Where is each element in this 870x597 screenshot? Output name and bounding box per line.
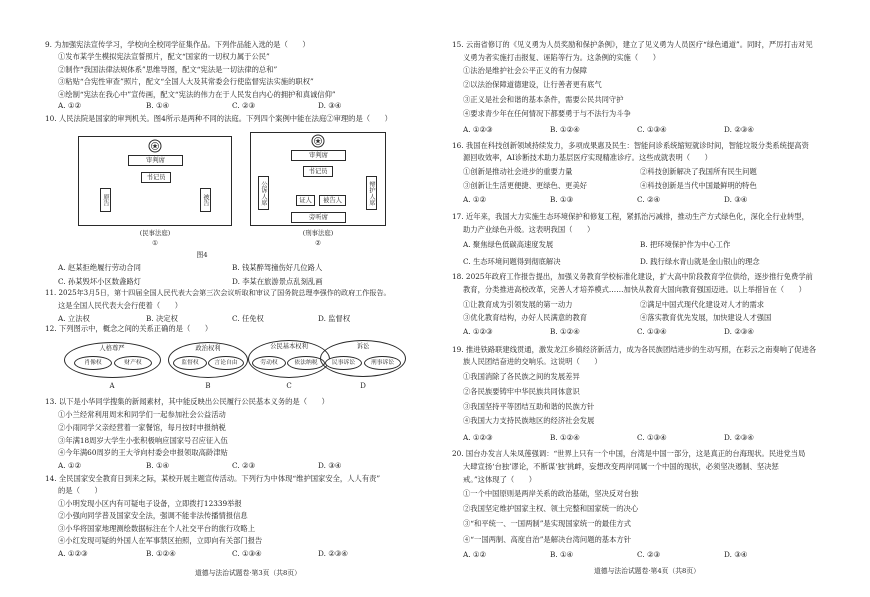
question-17-option-b: B. 把环境保护作为中心工作 [640, 240, 731, 249]
question-16-option-c: C. ②④ [637, 195, 661, 204]
question-15-item: ④要求青少年在任何情况下都要勇于与不法行为斗争 [463, 109, 631, 118]
question-15-stem-continued: 义勇为者实施打击报复、诬陷等行为。这条例的实施（ ） [463, 53, 661, 62]
question-15-option-d: D. ②③④ [724, 125, 754, 134]
concept-diagram-a-label: A [109, 382, 115, 390]
question-18-option-b: B. ①②④ [550, 327, 580, 336]
question-14-item: ③小华将国家地理测绘数据标注在个人社交平台的旅行攻略上 [58, 524, 256, 533]
question-13-stem: 13. 以下是小华同学搜集的新闻素材，其中能反映出公民履行公民基本义务的是（ ） [45, 397, 329, 406]
concept-diagram-b-inner: 监督权 [173, 356, 207, 370]
question-11-option-d: D. 监督权 [318, 314, 351, 323]
national-emblem-icon [311, 134, 325, 148]
question-9-option-a: A. ①② [58, 101, 81, 110]
question-16-option-b: B. ①③ [550, 195, 574, 204]
criminal-court-number: ② [315, 239, 321, 247]
question-16-stem-continued: 源回收效率，AI诊断技术助力基层医疗实现精准诊疗。这些成就表明（ ） [463, 153, 712, 162]
civil-plaintiff-label: 原告 [100, 188, 111, 212]
question-18-item: ①让教育成为引领发展的第一动力 [463, 300, 573, 309]
question-16-item: ②科技创新解决了我国所有民生问题 [640, 167, 757, 176]
question-15-option-a: A. ①②③ [463, 125, 493, 134]
question-19-item: ②各民族要铸牢中华民族共同体意识 [463, 387, 580, 396]
question-9-option-c: C. ②③ [232, 101, 256, 110]
question-9-option-d: D. ③④ [318, 101, 342, 110]
question-15-option-c: C. ①③④ [637, 125, 667, 134]
question-19-item: ③我国坚持平等团结互助和谐的民族方针 [463, 402, 595, 411]
concept-diagram-b-inner: 言论自由 [208, 356, 244, 370]
question-14-stem-continued: 的是（ ） [58, 486, 102, 495]
question-13-option-a: A. ①② [58, 461, 81, 470]
question-20-stem-continued: 戒。”这体现了（ ） [463, 475, 537, 484]
question-19-stem: 19. 推进铁路联建线贯通，激发龙江乡镇经济新活力，成为各民族团结进步的生动写照，在彩云之南奏响了促进各 [452, 345, 817, 354]
question-9-item: ②制作“我国法律法规体系”思维导图，配文“宪法是一切法律的总和” [58, 65, 278, 74]
question-14-item: ④小红发现可疑的外国人在军事禁区拍照，立即向有关部门报告 [58, 536, 263, 545]
question-20-stem: 20. 国台办发言人朱凤莲强调：“世界上只有一个中国，台湾是中国一部分，这是真正的台海现状。民进党当局 [452, 449, 806, 458]
question-18-item: ③优化教育结构，办好人民满意的教育 [463, 313, 588, 322]
concept-diagram-b-outer: 政治权利 [195, 345, 221, 352]
question-16-option-a: A. ①② [463, 195, 486, 204]
criminal-bench-label: 审判席 [291, 150, 346, 161]
criminal-clerk-label: 书记员 [303, 166, 333, 177]
question-14-option-b: B. ①②④ [146, 549, 176, 558]
concept-diagram-a-outer: 人格尊严 [99, 345, 125, 352]
question-15-item: ①法治是维护社会公平正义的有力保障 [463, 66, 588, 75]
question-17-stem-continued: 助力产业绿色升级。这表明我国（ ） [463, 225, 595, 234]
question-15-stem: 15. 云南省修订的《见义勇为人员奖励和保护条例》，建立了见义勇为人员医疗“绿色通道”。同时，严厉打击对见 [452, 40, 813, 49]
question-9-option-b: B. ①④ [146, 101, 170, 110]
question-20-item: ①一个中国原则是两岸关系的政治基础，坚决反对台独 [463, 489, 639, 498]
question-12-stem: 12. 下列图示中，概念之间的关系正确的是（ ） [45, 324, 213, 333]
criminal-defendant-label: 被告人 [319, 195, 346, 206]
question-18-option-c: C. ①③④ [637, 327, 667, 336]
question-19-stem-continued: 族人民团结奋进的交响乐。这说明（ ） [463, 357, 602, 366]
concept-diagram-d-inner: 民事诉讼 [325, 356, 362, 370]
concept-diagram-d-label: D [360, 382, 366, 390]
question-9-item: ①发布某学生模拟宪法宣誓照片，配文“国家的一切权力属于公民” [58, 52, 270, 61]
question-20-option-c: C. ②③ [637, 550, 661, 559]
question-13-item: ③年满18周岁大学生小张积极响应国家号召应征入伍 [58, 436, 228, 445]
question-20-option-b: B. ①④ [550, 550, 574, 559]
question-15-item: ③正义是社会和谐的基本条件，需要公民共同守护 [463, 95, 624, 104]
concept-diagram-c-label: C [286, 382, 292, 390]
question-13-option-c: C. ②③ [232, 461, 256, 470]
criminal-court-caption: (刑事法庭) [302, 229, 334, 237]
question-14-option-c: C. ①③④ [232, 549, 262, 558]
question-13-item: ②小雨同学父亲经营着一家餐馆，每月按时申报纳税 [58, 423, 226, 432]
prosecutor-seat-label: 公诉人席 [258, 176, 269, 210]
question-14-stem: 14. 全民国家安全教育日到来之际，某校开展主题宣传活动。下列行为中体现“维护国家安全，人人有责” [45, 474, 381, 483]
question-17-stem: 17. 近年来，我国大力实施生态环境保护和修复工程，紧抓治污减排，推动生产方式绿色化，深化全行业转型， [452, 212, 809, 221]
concept-diagram-a-inner: 财产权 [114, 356, 152, 370]
question-9-item: ③粘贴“合宪性审查”照片，配文“全国人大及其常委会行使监督宪法实施的职权” [58, 77, 314, 86]
question-20-item: ②我国坚定维护国家主权、领土完整和国家统一的决心 [463, 504, 639, 513]
question-20-item: ③“和平统一、一国两制”是实现国家统一的最佳方式 [463, 519, 631, 528]
question-14-item: ②小强向同学普及国家安全法，强调不能非法传播情报信息 [58, 511, 248, 520]
question-16-item: ①创新是推动社会进步的重要力量 [463, 167, 573, 176]
question-15-option-b: B. ①②④ [550, 125, 580, 134]
civil-court-caption: (民事法庭) [139, 229, 171, 237]
question-19-option-b: B. ①②④ [550, 433, 580, 442]
question-17-option-c: C. 生态环境问题得到彻底解决 [463, 257, 561, 266]
question-20-stem-continued: 大肆宣扬‘台独’谬论，不断谋‘独’挑衅，妄想改变两岸同属一个中国的现状，必须坚决遏制、坚决惩 [463, 462, 779, 471]
national-emblem-icon [148, 139, 162, 153]
question-16-option-d: D. ③④ [724, 195, 748, 204]
question-14-item: ①小明发现小区内有可疑电子设备，立即拨打12339举报 [58, 499, 242, 508]
question-19-option-c: C. ①③④ [637, 433, 667, 442]
question-13-item: ④今年满60周岁的王大爷向村委会申报领取高龄津贴 [58, 448, 228, 457]
question-11-stem: 11. 2025年3月5日，第十四届全国人民代表大会第三次会议听取和审议了国务院总理李强作的政府工作报告。 [45, 288, 391, 297]
question-19-option-d: D. ②③④ [724, 433, 754, 442]
defense-seat-label: 辩护人席 [366, 176, 377, 210]
civil-defendant-label: 被告 [200, 188, 211, 212]
concept-diagram-d-inner: 刑事诉讼 [364, 356, 401, 370]
question-10-stem: 10. 人民法院是国家的审判机关。图4所示是两种不同的法庭。下列四个案例中能在法庭②审理的是（ ） [45, 114, 392, 123]
civil-court-number: ① [152, 239, 158, 247]
figure-4-label: 图4 [196, 251, 208, 259]
question-17-option-a: A. 聚焦绿色低碳高速度发展 [463, 240, 554, 249]
question-19-item: ④我国大力支持民族地区的经济社会发展 [463, 416, 595, 425]
question-11-option-a: A. 立法权 [58, 314, 90, 323]
question-13-option-b: B. ①④ [146, 461, 170, 470]
page-4-footer: 道德与法治试题卷·第4页（共8页） [594, 567, 700, 575]
question-15-item: ②以法治保障道德建设，让行善者更有底气 [463, 80, 602, 89]
question-18-item: ②满足中国式现代化建设对人才的需求 [640, 300, 765, 309]
civil-clerk-label: 书记员 [141, 172, 171, 183]
question-14-option-a: A. ①②③ [58, 549, 88, 558]
question-18-option-d: D. ②③④ [724, 327, 754, 336]
question-9-item: ④绘制“宪法在我心中”宣传画，配文“宪法的伟力在于人民发自内心的拥护和真诚信仰” [58, 90, 336, 99]
concept-diagram-c-inner: 劳动权 [252, 356, 286, 370]
question-11-option-b: B. 决定权 [146, 314, 178, 323]
question-18-item: ④落实教育优先发展，加快建设人才强国 [640, 313, 772, 322]
question-16-item: ③创新让生活更便捷、更绿色、更美好 [463, 181, 588, 190]
question-10-option-d: D. 李某在旅游景点乱刻乱画 [232, 277, 323, 286]
concept-diagram-b-label: B [205, 382, 211, 390]
question-11-stem-continued: 这是全国人民代表大会行使着（ ） [58, 301, 183, 310]
concept-diagram-d-outer: 诉讼 [356, 343, 370, 350]
question-18-option-a: A. ①②③ [463, 327, 493, 336]
question-11-option-c: C. 任免权 [232, 314, 264, 323]
question-19-item: ①我国消除了各民族之间的发展差异 [463, 372, 580, 381]
civil-bench-label: 审判席 [128, 155, 183, 166]
question-19-option-a: A. ①②③ [463, 433, 493, 442]
question-20-option-a: A. ①② [463, 550, 486, 559]
question-10-option-b: B. 钱某醉驾撞伤好几位路人 [232, 263, 323, 272]
witness-label: 证人 [296, 195, 315, 206]
page-3-footer: 道德与法治试题卷·第3页（共8页） [195, 569, 301, 577]
concept-diagram-c-inner: 依法纳税 [287, 356, 325, 370]
concept-diagram-a-inner: 肖像权 [74, 356, 112, 370]
gallery-label: 旁听席 [291, 212, 346, 223]
question-16-item: ④科技创新是当代中国最鲜明的特色 [640, 181, 757, 190]
question-10-option-c: C. 孙某毁坏小区数盏路灯 [58, 277, 141, 286]
question-18-stem-continued: 教育，分类推进高校改革，完善人才培养模式……加快从教育大国向教育强国迈进。以上举措旨在（ ） [463, 285, 806, 294]
question-14-option-d: D. ②③④ [318, 549, 348, 558]
question-9-stem: 9. 为加强宪法宣传学习，学校向全校同学征集作品。下列作品能入选的是（ ） [45, 40, 310, 49]
question-16-stem: 16. 我国在科技创新领域持续发力，多项成果惠及民生：智能问诊系统缩短就诊时间，智能垃圾分类系统提高资 [452, 141, 809, 150]
question-10-option-a: A. 赵某拒绝履行劳动合同 [58, 263, 141, 272]
question-13-item: ①小兰经常利用周末和同学们一起参加社会公益活动 [58, 410, 226, 419]
question-13-option-d: D. ③④ [318, 461, 342, 470]
question-17-option-d: D. 践行绿水青山就是金山银山的理念 [640, 257, 760, 266]
question-18-stem: 18. 2025年政府工作报告提出，加强义务教育学校标准化建设，扩大高中阶段教育学位供给，逐步推行免费学前 [452, 272, 813, 281]
question-20-item: ④“一国两制、高度自治”是解决台湾问题的基本方针 [463, 535, 631, 544]
concept-diagram-c-outer: 公民基本权利 [270, 343, 308, 350]
question-20-option-d: D. ③④ [724, 550, 748, 559]
